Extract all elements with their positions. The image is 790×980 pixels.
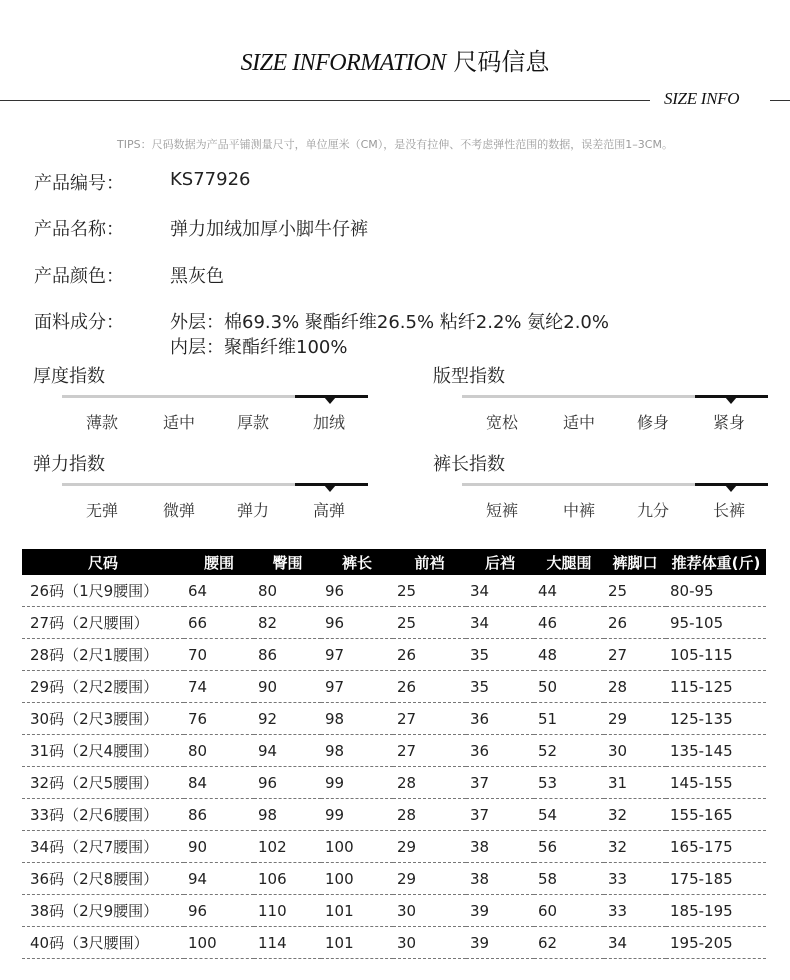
page-title-cn: 尺码信息 xyxy=(453,48,550,76)
thickness-option: 薄款 xyxy=(85,413,118,432)
cell-length: 98 xyxy=(321,703,393,735)
cell-hip: 82 xyxy=(254,607,321,639)
cell-waist: 70 xyxy=(184,639,254,671)
cell-hip: 92 xyxy=(254,703,321,735)
header-thigh: 大腿围 xyxy=(534,549,604,575)
header-weight: 推荐体重(斤) xyxy=(666,549,766,575)
cell-thigh: 62 xyxy=(534,927,604,959)
cell-length: 99 xyxy=(321,799,393,831)
table-row xyxy=(22,639,766,671)
thickness-option: 厚款 xyxy=(236,413,269,432)
cell-waist: 94 xyxy=(184,863,254,895)
stretch-option: 微弹 xyxy=(162,501,195,520)
header-waist: 腰围 xyxy=(184,549,254,575)
fit-index-marker-icon xyxy=(725,397,737,404)
cell-weight: 175-185 xyxy=(666,863,766,895)
cell-front-rise: 27 xyxy=(393,735,466,767)
header-hip: 臀围 xyxy=(254,549,321,575)
stretch-index-title: 弹力指数 xyxy=(33,454,105,475)
cell-front-rise: 25 xyxy=(393,575,466,607)
fit-option: 适中 xyxy=(562,413,595,432)
cell-waist: 64 xyxy=(184,575,254,607)
cell-size: 34码（2尺7腰围） xyxy=(22,831,184,863)
cell-weight: 125-135 xyxy=(666,703,766,735)
cell-leg-opening: 28 xyxy=(604,671,666,703)
table-row xyxy=(22,735,766,767)
cell-waist: 100 xyxy=(184,927,254,959)
cell-length: 96 xyxy=(321,575,393,607)
cell-hip: 98 xyxy=(254,799,321,831)
fit-index-track xyxy=(462,395,695,398)
cell-size: 28码（2尺1腰围） xyxy=(22,639,184,671)
cell-length: 100 xyxy=(321,831,393,863)
cell-leg-opening: 33 xyxy=(604,895,666,927)
tips-note: TIPS：尺码数据为产品平铺测量尺寸，单位厘米（CM），是没有拉伸、不考虑弹性范围的数据，误差范围1–3CM。 xyxy=(117,138,673,151)
cell-waist: 76 xyxy=(184,703,254,735)
cell-front-rise: 26 xyxy=(393,671,466,703)
cell-size: 36码（2尺8腰围） xyxy=(22,863,184,895)
length-index-title: 裤长指数 xyxy=(433,454,505,475)
cell-waist: 74 xyxy=(184,671,254,703)
cell-hip: 102 xyxy=(254,831,321,863)
cell-thigh: 52 xyxy=(534,735,604,767)
thickness-option: 适中 xyxy=(162,413,195,432)
cell-weight: 155-165 xyxy=(666,799,766,831)
length-option: 短裤 xyxy=(485,501,518,520)
cell-thigh: 51 xyxy=(534,703,604,735)
cell-leg-opening: 32 xyxy=(604,799,666,831)
cell-thigh: 60 xyxy=(534,895,604,927)
cell-front-rise: 26 xyxy=(393,639,466,671)
cell-leg-opening: 30 xyxy=(604,735,666,767)
cell-front-rise: 28 xyxy=(393,767,466,799)
cell-thigh: 53 xyxy=(534,767,604,799)
table-row xyxy=(22,895,766,927)
table-row xyxy=(22,607,766,639)
table-row xyxy=(22,703,766,735)
thickness-index-title: 厚度指数 xyxy=(33,366,105,387)
cell-hip: 114 xyxy=(254,927,321,959)
product-code-value: KS77926 xyxy=(170,169,251,190)
table-row xyxy=(22,671,766,703)
thickness-option-selected: 加绒 xyxy=(312,413,345,432)
cell-waist: 66 xyxy=(184,607,254,639)
cell-size: 26码（1尺9腰围） xyxy=(22,575,184,607)
cell-back-rise: 35 xyxy=(466,671,534,703)
cell-front-rise: 29 xyxy=(393,831,466,863)
cell-thigh: 46 xyxy=(534,607,604,639)
cell-back-rise: 38 xyxy=(466,831,534,863)
header-size: 尺码 xyxy=(22,549,184,575)
cell-hip: 110 xyxy=(254,895,321,927)
cell-leg-opening: 31 xyxy=(604,767,666,799)
cell-waist: 84 xyxy=(184,767,254,799)
cell-weight: 165-175 xyxy=(666,831,766,863)
cell-front-rise: 28 xyxy=(393,799,466,831)
fit-option: 宽松 xyxy=(485,413,518,432)
cell-waist: 80 xyxy=(184,735,254,767)
product-name-value: 弹力加绒加厚小脚牛仔裤 xyxy=(170,219,368,240)
cell-front-rise: 25 xyxy=(393,607,466,639)
product-color-value: 黑灰色 xyxy=(170,266,224,287)
page-title xyxy=(0,42,790,77)
cell-hip: 94 xyxy=(254,735,321,767)
header-front-rise: 前裆 xyxy=(393,549,466,575)
cell-hip: 86 xyxy=(254,639,321,671)
cell-weight: 80-95 xyxy=(666,575,766,607)
cell-hip: 90 xyxy=(254,671,321,703)
product-code-label: 产品编号： xyxy=(34,173,124,194)
stretch-option: 弹力 xyxy=(236,501,269,520)
cell-thigh: 58 xyxy=(534,863,604,895)
header-length: 裤长 xyxy=(321,549,393,575)
cell-front-rise: 27 xyxy=(393,703,466,735)
cell-leg-opening: 34 xyxy=(604,927,666,959)
cell-length: 97 xyxy=(321,639,393,671)
cell-leg-opening: 29 xyxy=(604,703,666,735)
header-divider xyxy=(0,100,650,101)
table-row xyxy=(22,927,766,959)
header-leg-opening: 裤脚口 xyxy=(604,549,666,575)
cell-hip: 96 xyxy=(254,767,321,799)
header-divider-tail xyxy=(770,100,790,101)
fit-index-title: 版型指数 xyxy=(433,366,505,387)
cell-weight: 185-195 xyxy=(666,895,766,927)
length-option: 中裤 xyxy=(562,501,595,520)
table-row xyxy=(22,831,766,863)
cell-weight: 115-125 xyxy=(666,671,766,703)
cell-length: 101 xyxy=(321,895,393,927)
cell-weight: 195-205 xyxy=(666,927,766,959)
fabric-outer: 外层：棉69.3% 聚酯纤维26.5% 粘纤2.2% 氨纶2.0% xyxy=(170,312,609,333)
cell-thigh: 50 xyxy=(534,671,604,703)
cell-front-rise: 30 xyxy=(393,927,466,959)
cell-size: 31码（2尺4腰围） xyxy=(22,735,184,767)
cell-weight: 135-145 xyxy=(666,735,766,767)
product-color-label: 产品颜色： xyxy=(34,266,124,287)
cell-length: 96 xyxy=(321,607,393,639)
fabric-label: 面料成分： xyxy=(34,312,124,333)
cell-front-rise: 29 xyxy=(393,863,466,895)
cell-thigh: 48 xyxy=(534,639,604,671)
cell-length: 98 xyxy=(321,735,393,767)
cell-back-rise: 39 xyxy=(466,927,534,959)
cell-thigh: 44 xyxy=(534,575,604,607)
length-index-track xyxy=(462,483,695,486)
cell-back-rise: 36 xyxy=(466,703,534,735)
cell-leg-opening: 33 xyxy=(604,863,666,895)
length-option: 九分 xyxy=(636,501,669,520)
cell-length: 100 xyxy=(321,863,393,895)
cell-weight: 105-115 xyxy=(666,639,766,671)
cell-waist: 96 xyxy=(184,895,254,927)
cell-back-rise: 35 xyxy=(466,639,534,671)
header-back-rise: 后裆 xyxy=(466,549,534,575)
stretch-option-selected: 高弹 xyxy=(312,501,345,520)
cell-back-rise: 38 xyxy=(466,863,534,895)
cell-length: 97 xyxy=(321,671,393,703)
size-table-header-row xyxy=(22,549,766,575)
section-subtitle: SIZE INFO xyxy=(664,89,740,108)
cell-thigh: 56 xyxy=(534,831,604,863)
cell-weight: 145-155 xyxy=(666,767,766,799)
cell-back-rise: 37 xyxy=(466,767,534,799)
table-row xyxy=(22,799,766,831)
product-name-label: 产品名称： xyxy=(34,219,124,240)
cell-back-rise: 34 xyxy=(466,607,534,639)
cell-size: 30码（2尺3腰围） xyxy=(22,703,184,735)
cell-waist: 90 xyxy=(184,831,254,863)
cell-back-rise: 39 xyxy=(466,895,534,927)
cell-size: 38码（2尺9腰围） xyxy=(22,895,184,927)
cell-leg-opening: 32 xyxy=(604,831,666,863)
cell-leg-opening: 27 xyxy=(604,639,666,671)
table-row xyxy=(22,863,766,895)
cell-size: 33码（2尺6腰围） xyxy=(22,799,184,831)
cell-waist: 86 xyxy=(184,799,254,831)
table-row xyxy=(22,575,766,607)
cell-hip: 80 xyxy=(254,575,321,607)
fit-option: 修身 xyxy=(636,413,669,432)
cell-leg-opening: 26 xyxy=(604,607,666,639)
stretch-index-marker-icon xyxy=(324,485,336,492)
cell-size: 32码（2尺5腰围） xyxy=(22,767,184,799)
thickness-index-marker-icon xyxy=(324,397,336,404)
cell-back-rise: 37 xyxy=(466,799,534,831)
cell-size: 40码（3尺腰围） xyxy=(22,927,184,959)
cell-leg-opening: 25 xyxy=(604,575,666,607)
stretch-index-track xyxy=(62,483,295,486)
size-table xyxy=(22,549,766,959)
cell-length: 101 xyxy=(321,927,393,959)
cell-back-rise: 36 xyxy=(466,735,534,767)
stretch-option: 无弹 xyxy=(85,501,118,520)
page-title-en: SIZE INFORMATION xyxy=(240,50,446,76)
thickness-index-track xyxy=(62,395,295,398)
fit-option-selected: 紧身 xyxy=(712,413,745,432)
table-row xyxy=(22,767,766,799)
cell-size: 27码（2尺腰围） xyxy=(22,607,184,639)
length-option-selected: 长裤 xyxy=(712,501,745,520)
fabric-inner: 内层：聚酯纤维100% xyxy=(170,337,348,358)
cell-weight: 95-105 xyxy=(666,607,766,639)
cell-size: 29码（2尺2腰围） xyxy=(22,671,184,703)
cell-hip: 106 xyxy=(254,863,321,895)
cell-thigh: 54 xyxy=(534,799,604,831)
cell-back-rise: 34 xyxy=(466,575,534,607)
length-index-marker-icon xyxy=(725,485,737,492)
cell-length: 99 xyxy=(321,767,393,799)
cell-front-rise: 30 xyxy=(393,895,466,927)
